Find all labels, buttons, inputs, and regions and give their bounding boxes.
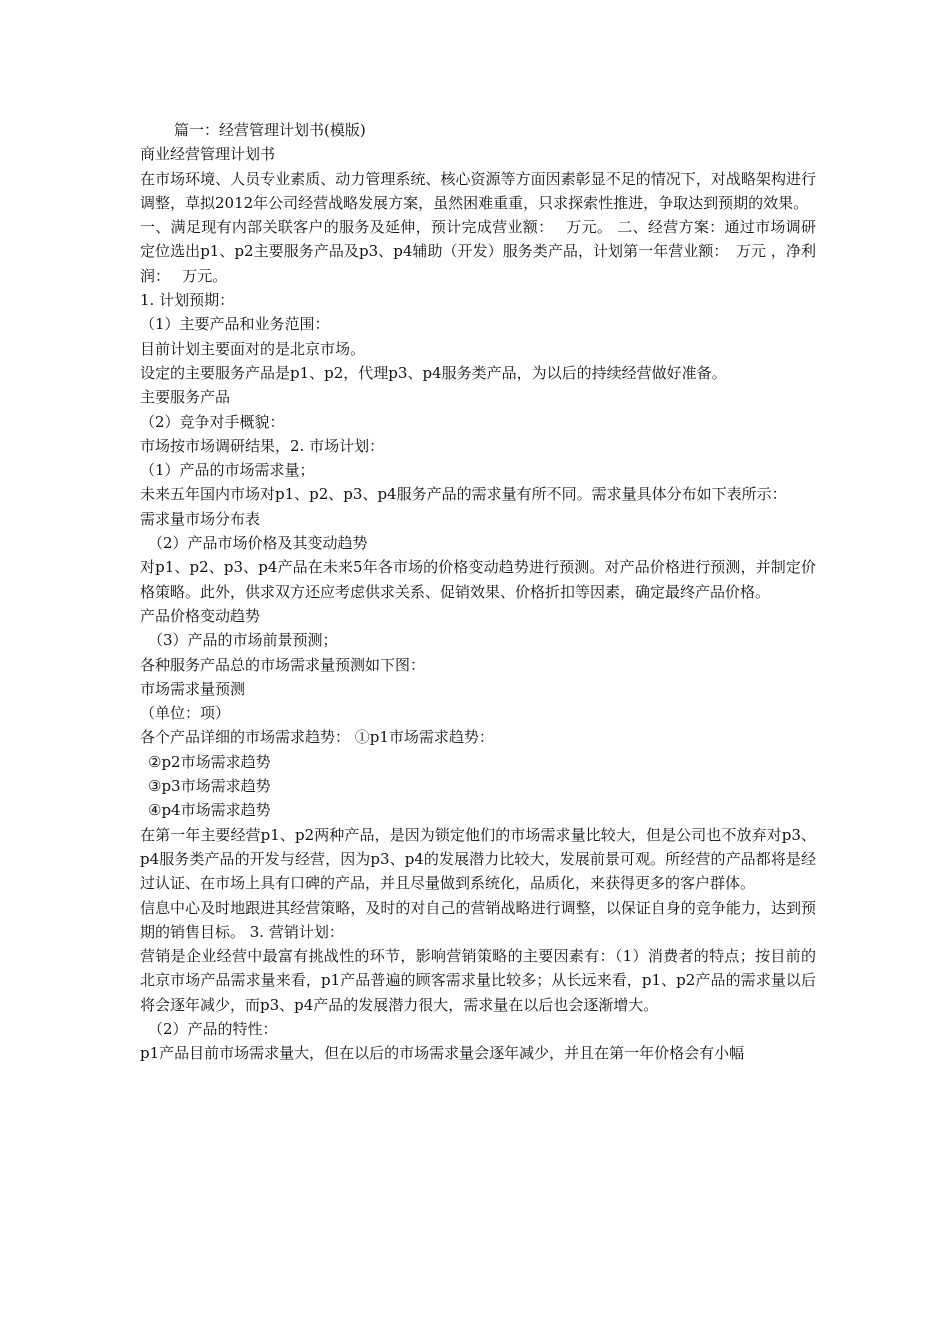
- paragraph: 目前计划主要面对的是北京市场。: [140, 339, 366, 358]
- paragraph: 在市场环境、人员专业素质、动力管理系统、核心资源等方面因素彰显不足的情况下，对战略架构进行调整，草拟2012年公司经营战略发展方案，虽然困难重重，只求探索性推进，争取达到预期的效果。: [140, 169, 816, 212]
- paragraph: p1产品目前市场需求量大，但在以后的市场需求量会逐年减少，并且在第一年价格会有小幅: [140, 1044, 745, 1063]
- paragraph: 信息中心及时地跟进其经营策略，及时的对自己的营销战略进行调整，以保证自身的竞争能力，达到预期的销售目标。 3. 营销计划：: [140, 898, 816, 941]
- paragraph: 各种服务产品总的市场需求量预测如下图：: [140, 655, 426, 674]
- paragraph: 主要服务产品: [140, 388, 231, 407]
- list-item: ③p3市场需求趋势: [148, 777, 271, 796]
- subsection-heading: （3）产品的市场前景预测；: [148, 631, 338, 650]
- paragraph: 市场按市场调研结果，2. 市场计划：: [140, 436, 385, 455]
- subsection-heading: （1）主要产品和业务范围：: [140, 315, 330, 334]
- subtitle-line: 商业经营管理计划书: [140, 145, 276, 164]
- paragraph: 设定的主要服务产品是p1、p2，代理p3、p4服务类产品，为以后的持续经营做好准备。: [140, 363, 727, 382]
- paragraph: 营销是企业经营中最富有挑战性的环节，影响营销策略的主要因素有：（1）消费者的特点；按目前的北京市场产品需求量来看，p1产品普遍的顾客需求量比较多；从长远来看，p1、p2产品的需求量以后将会逐年减少，而p3、p4产品的发展潜力很大，需求量在以后也会逐渐增大。: [140, 947, 816, 1014]
- paragraph: 产品价格变动趋势: [140, 606, 261, 625]
- paragraph: （单位：项）: [140, 704, 231, 723]
- title-line: 篇一：经营管理计划书(模版): [174, 121, 366, 139]
- paragraph: 在第一年主要经营p1、p2两种产品，是因为锁定他们的市场需求量比较大，但是公司也不放弃对p3、p4服务类产品的开发与经营，因为p3、p4的发展潜力比较大，发展前景可观。所经营的产品都将是经过认证、在市场上具有口碑的产品，并且尽量做到系统化，品质化，来获得更多的客户群体。: [140, 825, 816, 893]
- document-body: [140, 118, 816, 1066]
- paragraph: 未来五年国内市场对p1、p2、p3、p4服务产品的需求量有所不同。需求量具体分布如下表所示：: [140, 485, 787, 504]
- paragraph: 各个产品详细的市场需求趋势： ①p1市场需求趋势：: [140, 728, 494, 747]
- paragraph: 市场需求量预测: [140, 679, 246, 698]
- subsection-heading: （2）竞争对手概貌：: [140, 412, 285, 431]
- paragraph: 一、满足现有内部关联客户的服务及延伸，预计完成营业额： 万元。 二、经营方案：通过市场调研定位选出p1、p2主要服务产品及p3、p4辅助（开发）服务类产品，计划第一年营业额： 万元 ，净利润： 万元。: [140, 218, 816, 285]
- subsection-heading: （2）产品市场价格及其变动趋势: [148, 534, 368, 553]
- list-item: ④p4市场需求趋势: [148, 801, 271, 820]
- paragraph: 需求量市场分布表: [140, 509, 261, 528]
- paragraph: 对p1、p2、p3、p4产品在未来5年各市场的价格变动趋势进行预测。对产品价格进行预测，并制定价格策略。此外，供求双方还应考虑供求关系、促销效果、价格折扣等因素，确定最终产品价格。: [140, 558, 816, 601]
- subsection-heading: （2）产品的特性：: [148, 1019, 278, 1038]
- list-item: ②p2市场需求趋势: [148, 752, 271, 771]
- section-heading: 1. 计划预期：: [140, 291, 235, 310]
- subsection-heading: （1）产品的市场需求量；: [140, 461, 315, 480]
